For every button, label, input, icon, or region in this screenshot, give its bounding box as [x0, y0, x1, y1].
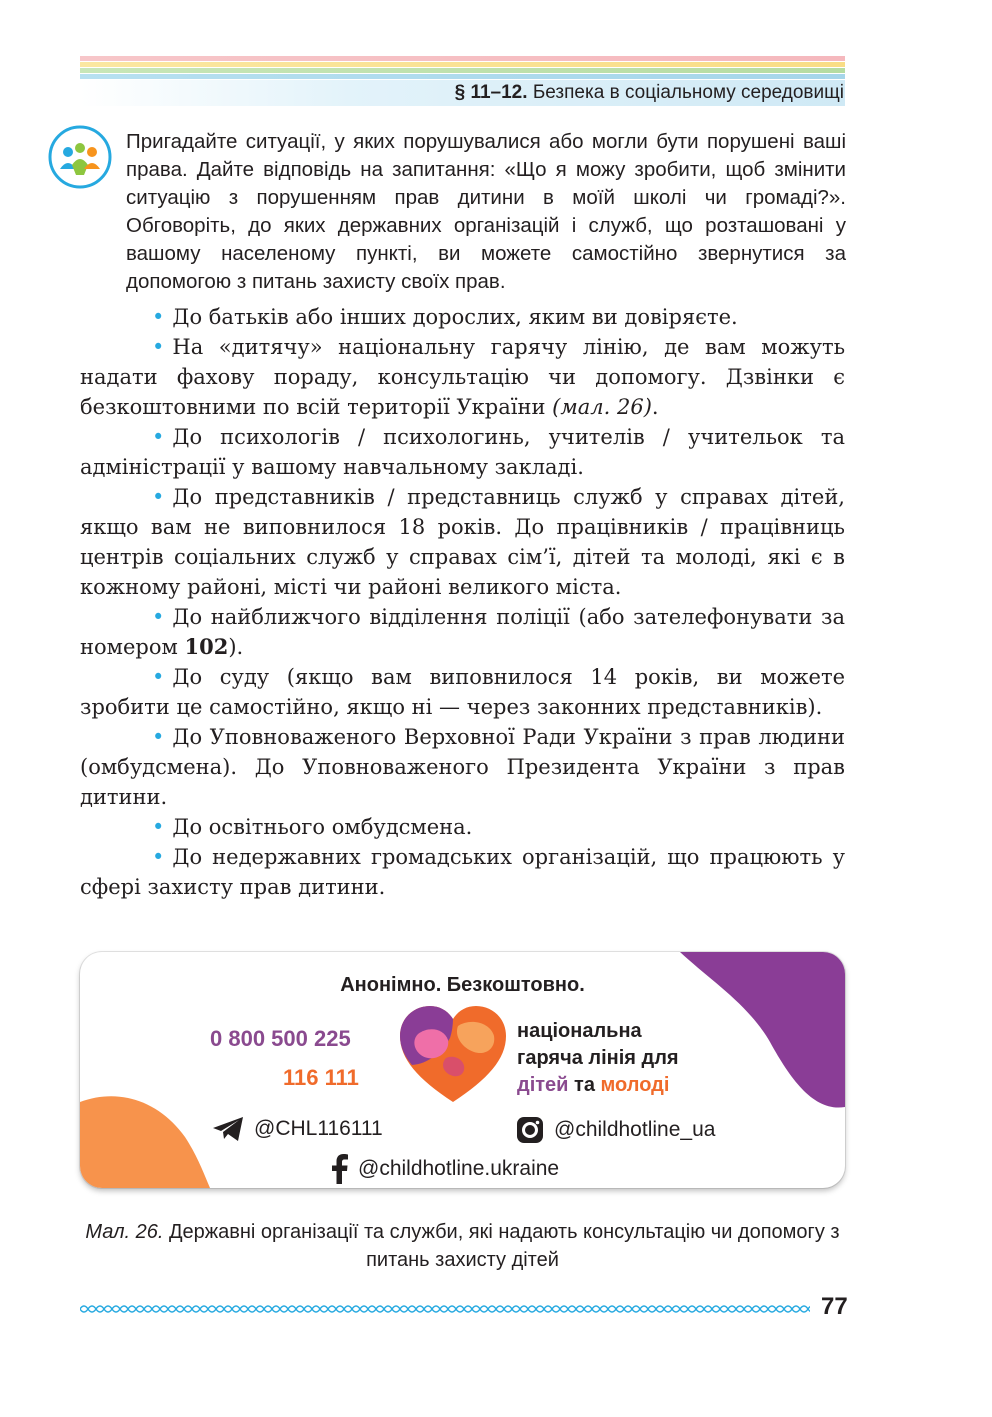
figure-label: Мал. 26. [85, 1221, 164, 1243]
list-item-text: До недержавних громадських організацій, що працюють у сфері захисту прав дитини. [80, 845, 845, 899]
hotline-name [517, 1018, 679, 1099]
header-stripe-pink [80, 56, 845, 61]
list-item [80, 302, 845, 332]
figure-caption-text: Державні організації та служби, які надають консультацію чи допомогу з питань захисту дітей [168, 1221, 840, 1271]
hotline-line3 [517, 1072, 679, 1099]
list-item [80, 482, 845, 602]
list-item-text: До психологів / психологинь, учителів / учительок та адміністрації у вашому навчальному закладі. [80, 425, 845, 479]
bullet-icon: • [152, 845, 165, 869]
facebook-icon [332, 1154, 348, 1184]
list-item-end: . [651, 395, 659, 419]
instagram-handle: @childhotline_ua [554, 1118, 716, 1141]
header-stripe-blue [80, 74, 845, 79]
list-item [80, 422, 845, 482]
hotline-children: дітей [517, 1074, 569, 1096]
intro-text: Пригадайте ситуації, у яких порушувалися або могли бути порушені ваші права. Дайте відповідь на запитання: «Що я можу зробити, щоб змінити ситуацію з порушенням прав дитини в моїй школі чи громаді?». Обговоріть, до яких державних організацій і служб, що розташовані у вашому населеному пункті, ви можете самостійно звернутися за допомогою з питань захисту своїх прав. [126, 130, 846, 293]
hotline-youth: молоді [600, 1074, 670, 1096]
list-item-text: До представників / представниць служб у справах дітей, якщо вам не виповнилося 18 років. До працівників / працівниць центрів соціальних служб у справах сім’ї, дітей та молоді, які є в кожному районі, місті чи районі великого міста. [80, 485, 845, 599]
telegram-handle: @CHL116111 [254, 1117, 383, 1140]
list-item [80, 602, 845, 662]
facebook-handle: @childhotline.ukraine [358, 1157, 560, 1180]
help-list [80, 302, 845, 902]
list-item-text: До батьків або інших дорослих, яким ви довіряєте. [172, 305, 738, 329]
list-item [80, 722, 845, 812]
bullet-icon: • [152, 425, 165, 449]
facebook-contact[interactable] [332, 1154, 559, 1184]
list-item [80, 812, 845, 842]
instagram-contact[interactable] [516, 1116, 715, 1144]
hotline-card [80, 952, 845, 1188]
police-number: 102 [184, 634, 229, 659]
list-item-text: До освітнього омбудсмена. [172, 815, 473, 839]
phone-number-short: 116 111 [283, 1065, 359, 1090]
list-item-text: На «дитячу» національну гарячу лінію, де вам можуть надати фахову пораду, консультацію чи допомогу. Дзвінки є безкоштовними по всій території України [80, 335, 845, 419]
bullet-icon: • [152, 605, 165, 629]
list-item-text: До Уповноваженого Верховної Ради України з прав людини (омбудсмена). До Уповноваженого Президента України з прав дитини. [80, 725, 845, 809]
instagram-icon [516, 1116, 544, 1144]
bullet-icon: • [152, 815, 165, 839]
list-item-text: До суду (якщо вам виповнилося 14 років, ви можете зробити це самостійно, якщо ні — через законних представників). [80, 665, 845, 719]
footer-ornament [80, 1302, 810, 1316]
list-item [80, 662, 845, 722]
hotline-line2: гаряча лінія для [517, 1047, 679, 1069]
bullet-icon: • [152, 665, 165, 689]
hotline-and: та [574, 1074, 595, 1096]
header-stripe-green [80, 68, 845, 73]
list-item [80, 332, 845, 422]
heart-logo-icon [398, 1004, 508, 1104]
telegram-contact[interactable] [212, 1116, 383, 1142]
bullet-icon: • [152, 335, 165, 359]
intro-task [126, 128, 846, 296]
list-item [80, 842, 845, 902]
list-item-end: ). [228, 635, 244, 659]
telegram-icon [212, 1116, 244, 1142]
page-number: 77 [821, 1293, 848, 1320]
figure-reference: (мал. 26) [552, 395, 652, 419]
section-number: § 11–12. [454, 82, 528, 103]
bullet-icon: • [152, 305, 165, 329]
section-header [455, 80, 844, 106]
hotline-line1: національна [517, 1020, 642, 1042]
phone-number-main: 0 800 500 225 [210, 1026, 351, 1051]
bullet-icon: • [152, 485, 165, 509]
section-title: Безпека в соціальному середовищі [532, 82, 844, 103]
list-item-text: До найближчого відділення поліції (або зателефонувати за номером [80, 605, 845, 659]
card-headline: Анонімно. Безкоштовно. [340, 974, 585, 996]
figure-caption [80, 1218, 845, 1274]
header-stripe-yellow [80, 62, 845, 67]
group-discussion-icon [48, 125, 112, 189]
bullet-icon: • [152, 725, 165, 749]
